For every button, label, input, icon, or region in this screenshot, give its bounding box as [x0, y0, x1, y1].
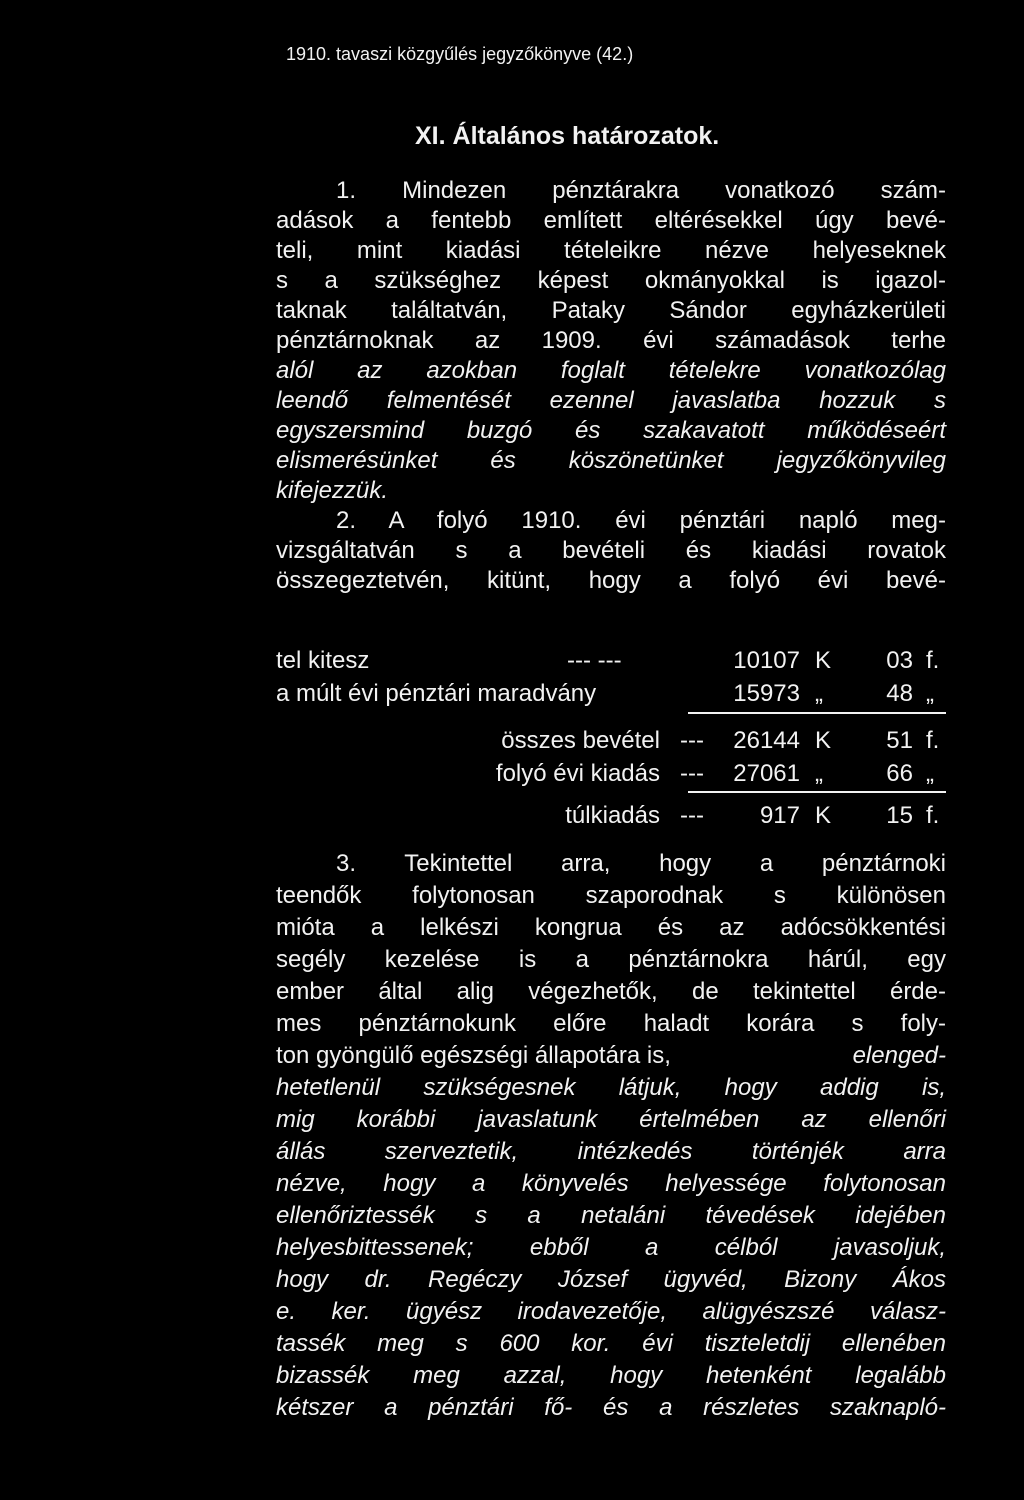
- text-line: leendő felmentését ezennel javaslatba hozzuk s: [276, 387, 946, 414]
- text-line: pénztárnoknak az 1909. évi számadások terhe: [276, 327, 946, 354]
- page-header: 1910. tavaszi közgyűlés jegyzőkönyve (42.): [286, 44, 634, 64]
- text-line: hetetlenül szükségesnek látjuk, hogy addig is,: [276, 1074, 946, 1101]
- ledger-dots: ---: [680, 760, 704, 787]
- text-line: mes pénztárnokunk előre haladt korára s foly-: [276, 1010, 946, 1037]
- ledger-label: a múlt évi pénztári maradvány: [276, 680, 597, 707]
- text-line: 3. Tekintettel arra, hogy a pénztárnoki: [336, 850, 946, 877]
- text-line: tassék meg s 600 kor. évi tiszteletdij ellenében: [276, 1330, 946, 1357]
- text-line: nézve, hogy a könyvelés helyessége folytonosan: [276, 1170, 946, 1197]
- ledger-label: folyó évi kiadás: [495, 760, 660, 787]
- text-line: e. ker. ügyész irodavezetője, alügyészszé válasz-: [276, 1298, 946, 1325]
- text-line: helyesbittessenek; ebből a célból javasoljuk,: [276, 1234, 946, 1261]
- text-line: egyszersmind buzgó és szakavatott működéseért: [276, 417, 946, 444]
- ledger-unit: K: [815, 802, 832, 829]
- text-line: segély kezelése is a pénztárnokra hárúl, egy: [276, 946, 946, 973]
- ledger-unit: K: [815, 727, 832, 754]
- text-line: alól az azokban foglalt tételekre vonatkozólag: [276, 357, 946, 384]
- text-line: taknak találtatván, Pataky Sándor egyházkerületi: [276, 297, 946, 324]
- ledger-subunit: f.: [926, 647, 940, 674]
- text-line: mig korábbi javaslatunk értelmében az ellenőri: [276, 1106, 946, 1133]
- ledger-amount: 917: [759, 802, 800, 829]
- sum-rule: [688, 791, 946, 793]
- sum-rule: [688, 712, 946, 714]
- text-line: bizassék meg azzal, hogy hetenként legalább: [276, 1362, 946, 1389]
- text-line: hogy dr. Regéczy József ügyvéd, Bizony Ákos: [276, 1266, 946, 1293]
- text-line: adások a fentebb említett eltérésekkel úgy bevé-: [276, 207, 946, 234]
- ledger-sub: 66: [886, 760, 913, 787]
- ledger-sub: 48: [886, 680, 913, 707]
- text-line: kifejezzük.: [276, 477, 389, 504]
- text-line: s a szükséghez képest okmányokkal is igazol-: [276, 267, 946, 294]
- ledger-amount: 27061: [733, 760, 800, 787]
- ledger-sub: 03: [886, 647, 913, 674]
- ledger-dots: ---: [680, 727, 704, 754]
- text-span: ton gyöngülő egészségi állapotára is,: [276, 1042, 671, 1069]
- text-line: összegeztetvén, kitünt, hogy a folyó évi bevé-: [276, 567, 946, 594]
- ledger-dots: --- ---: [567, 647, 622, 674]
- ledger-subunit: f.: [926, 802, 940, 829]
- text-line: kétszer a pénztári fő- és a részletes szaknapló-: [276, 1394, 946, 1421]
- ledger-label: összes bevétel: [501, 727, 660, 754]
- ledger-amount: 10107: [733, 647, 800, 674]
- ledger-subunit: „: [926, 680, 934, 707]
- text-line: 1. Mindezen pénztárakra vonatkozó szám-: [336, 177, 946, 204]
- ledger-amount: 26144: [733, 727, 800, 754]
- ledger-unit: „: [815, 760, 823, 787]
- ledger-subunit: f.: [926, 727, 940, 754]
- text-line: mióta a lelkészi kongrua és az adócsökkentési: [276, 914, 946, 941]
- text-line: ellenőriztessék s a netaláni tévedések idejében: [276, 1202, 946, 1229]
- text-line: ember által alig végezhetők, de tekintettel érde-: [276, 978, 946, 1005]
- text-line: 2. A folyó 1910. évi pénztári napló meg-: [336, 507, 946, 534]
- ledger-sub: 51: [886, 727, 913, 754]
- ledger-dots: ---: [680, 802, 704, 829]
- ledger-sub: 15: [886, 802, 913, 829]
- section-title: XI. Általános határozatok.: [415, 122, 720, 150]
- text-line: elismerésünket és köszönetünket jegyzőkönyvileg: [276, 447, 946, 474]
- ledger-label: tel kitesz: [276, 647, 370, 674]
- ledger-unit: „: [815, 680, 823, 707]
- text-line: [276, 1040, 946, 1072]
- ledger-amount: 15973: [733, 680, 800, 707]
- text-line: állás szerveztetik, intézkedés történjék arra: [276, 1138, 946, 1165]
- ledger-unit: K: [815, 647, 832, 674]
- text-line: teendők folytonosan szaporodnak s különösen: [276, 882, 946, 909]
- ledger-label: túlkiadás: [565, 802, 660, 829]
- text-line: teli, mint kiadási tételeikre nézve helyeseknek: [276, 237, 946, 264]
- text-span-italic: elenged-: [852, 1042, 946, 1069]
- ledger-subunit: „: [926, 760, 934, 787]
- text-line: vizsgáltatván s a bevételi és kiadási rovatok: [276, 537, 946, 564]
